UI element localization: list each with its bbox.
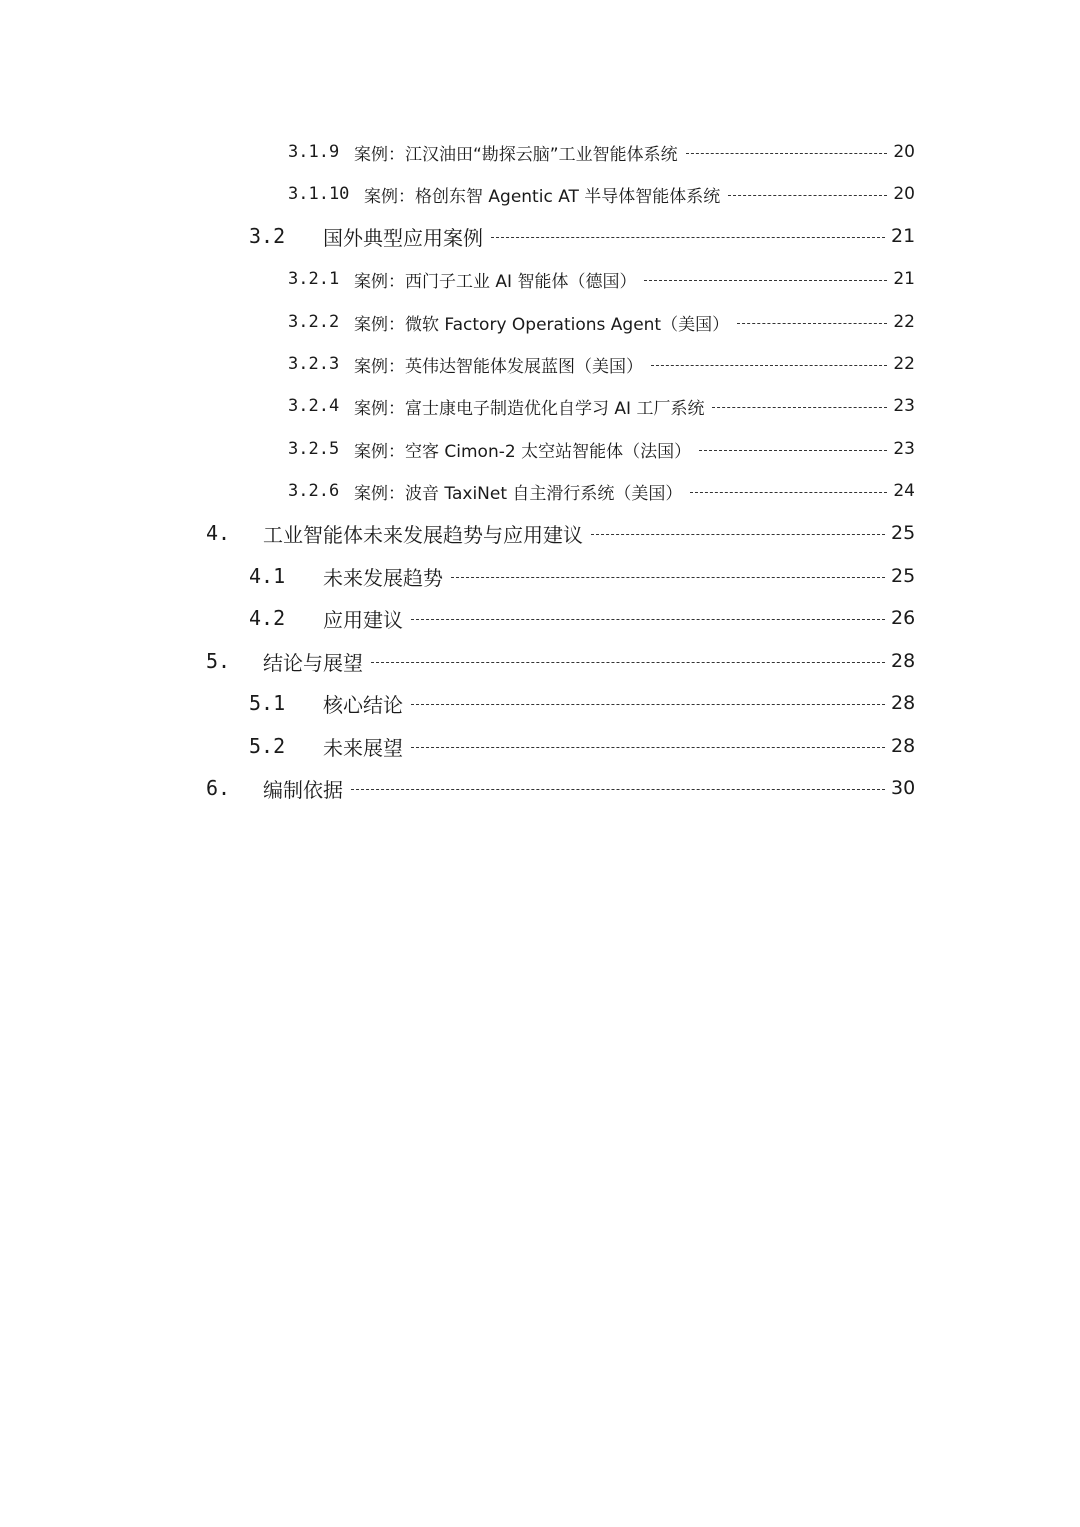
toc-entry-page: 25 [891,565,916,587]
dot-leader [411,619,885,620]
toc-entry-title: 未来展望 [323,735,403,760]
toc-entry-4-1[interactable] [249,559,915,593]
dot-leader [651,365,887,366]
toc-entry-number: 3.2.3 [288,354,340,374]
toc-entry-number: 3.1.9 [288,142,340,162]
toc-entry-number: 3.2.5 [288,439,340,459]
toc-entry-title: 结论与展望 [263,650,363,675]
toc-entry-page: 20 [893,184,915,204]
toc-entry-3-2-1[interactable] [288,262,915,296]
toc-entry-title: 案例：波音 TaxiNet 自主滑行系统（美国） [354,483,683,504]
toc-entry-5-1[interactable] [249,686,915,720]
toc-entry-4-2[interactable] [249,601,915,635]
dot-leader [351,789,885,790]
toc-entry-title: 应用建议 [323,607,403,632]
toc-entry-3-2-6[interactable] [288,474,915,508]
dot-leader [728,195,887,196]
toc-entry-title: 案例：富士康电子制造优化自学习 AI 工厂系统 [354,398,705,419]
toc-entry-number: 5.1 [249,691,286,715]
toc-entry-number: 3.1.10 [288,184,350,204]
toc-entry-page: 20 [893,142,915,162]
toc-entry-number: 3.2.6 [288,481,340,501]
dot-leader [591,534,885,535]
toc-entry-6[interactable] [206,771,915,805]
toc-entry-3-2-3[interactable] [288,347,915,381]
toc-entry-page: 28 [891,735,916,757]
toc-entry-number: 3.2.1 [288,269,340,289]
toc-entry-page: 28 [891,650,916,672]
toc-entry-page: 26 [891,607,916,629]
dot-leader [411,704,885,705]
toc-entry-title: 案例：格创东智 Agentic AT 半导体智能体系统 [364,186,721,207]
toc-entry-page: 23 [893,396,915,416]
toc-entry-title: 未来发展趋势 [323,565,443,590]
dot-leader [737,323,887,324]
toc-entry-number: 5.2 [249,734,286,758]
toc-entry-number: 3.2.2 [288,312,340,332]
toc-entry-number: 5. [206,649,231,673]
dot-leader [371,662,885,663]
toc-entry-title: 工业智能体未来发展趋势与应用建议 [263,522,583,547]
toc-entry-number: 4.1 [249,564,286,588]
toc-entry-page: 22 [893,354,915,374]
toc-entry-page: 24 [893,481,915,501]
toc-entry-page: 21 [893,269,915,289]
dot-leader [699,450,887,451]
toc-entry-title: 案例：江汉油田“勘探云脑”工业智能体系统 [354,144,678,165]
toc-entry-number: 4. [206,521,231,545]
dot-leader [644,280,887,281]
toc-entry-3-1-9[interactable] [288,135,915,169]
dot-leader [491,237,885,238]
dot-leader [690,492,887,493]
toc-entry-title: 案例：空客 Cimon-2 太空站智能体（法国） [354,441,692,462]
toc-entry-number: 4.2 [249,606,286,630]
toc-entry-page: 21 [891,225,916,247]
toc-entry-page: 28 [891,692,916,714]
dot-leader [451,577,885,578]
toc-entry-title: 案例：英伟达智能体发展蓝图（美国） [354,356,643,377]
dot-leader [411,747,885,748]
toc-entry-page: 30 [891,777,916,799]
toc-entry-5-2[interactable] [249,729,915,763]
toc-entry-page: 25 [891,522,916,544]
toc-entry-number: 3.2 [249,224,286,248]
toc-entry-3-2-2[interactable] [288,305,915,339]
toc-entry-title: 国外典型应用案例 [323,225,483,250]
toc-entry-title: 案例：西门子工业 AI 智能体（德国） [354,271,637,292]
toc-entry-4[interactable] [206,516,915,550]
toc-entry-page: 22 [893,312,915,332]
toc-entry-title: 案例：微软 Factory Operations Agent（美国） [354,314,730,335]
toc-entry-3-1-10[interactable] [288,177,915,211]
toc-entry-title: 编制依据 [263,777,343,802]
toc-entry-title: 核心结论 [323,692,403,717]
toc-entry-3-2-4[interactable] [288,389,915,423]
toc-entry-number: 6. [206,776,231,800]
toc-entry-5[interactable] [206,644,915,678]
toc-entry-3-2-5[interactable] [288,432,915,466]
toc-entry-page: 23 [893,439,915,459]
dot-leader [686,153,887,154]
toc-entry-number: 3.2.4 [288,396,340,416]
toc-entry-3-2[interactable] [249,219,915,253]
dot-leader [712,407,887,408]
